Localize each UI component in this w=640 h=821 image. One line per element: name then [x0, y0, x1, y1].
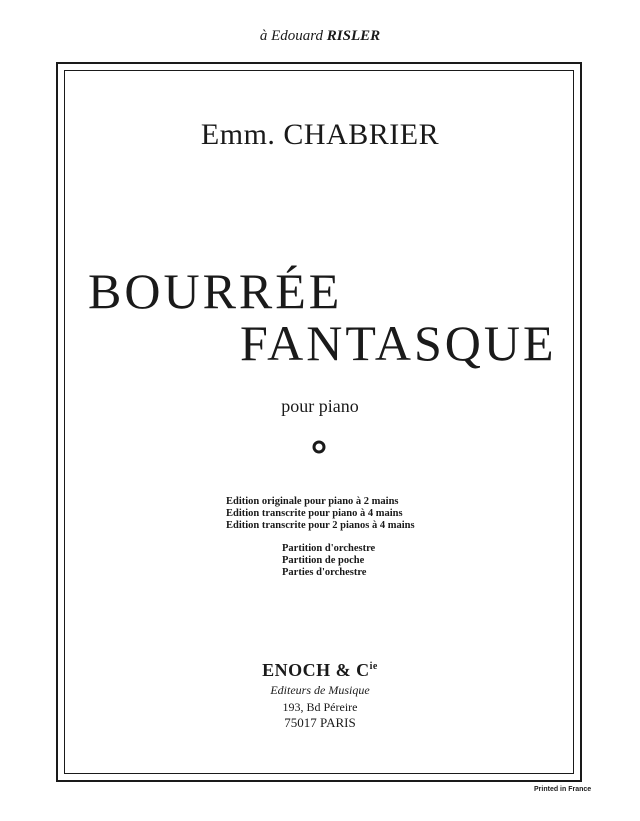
dedication-name: RISLER	[326, 28, 381, 44]
instrument-subtitle: pour piano	[281, 396, 359, 416]
edition-item: Edition transcrite pour piano à 4 mains	[226, 508, 403, 519]
part-item: Parties d'orchestre	[282, 567, 367, 578]
composer-name: Emm. CHABRIER	[200, 118, 440, 151]
publisher-subtitle: Editeurs de Musique	[270, 683, 370, 697]
publisher-name-text: ENOCH & C	[262, 660, 370, 680]
circle-ornament-icon	[312, 440, 326, 454]
dedication	[0, 28, 640, 45]
dedication-prefix: à Edouard	[259, 28, 324, 44]
publisher-city: 75017 PARIS	[284, 715, 356, 730]
edition-item: Edition transcrite pour 2 pianos à 4 mains	[226, 520, 415, 531]
publisher-name-superscript: ie	[369, 661, 378, 672]
publisher-address: 193, Bd Péreire	[282, 700, 358, 714]
parts-list	[282, 543, 375, 579]
title-line-2: FANTASQUE	[240, 315, 557, 371]
publisher-name	[0, 660, 640, 681]
editions-list	[226, 496, 415, 532]
title-line-1: BOURRÉE	[88, 263, 343, 319]
printed-in-label: Printed in France	[534, 786, 592, 793]
part-item: Partition d'orchestre	[282, 543, 376, 554]
edition-item: Edition originale pour piano à 2 mains	[226, 496, 399, 507]
part-item: Partition de poche	[282, 555, 365, 566]
